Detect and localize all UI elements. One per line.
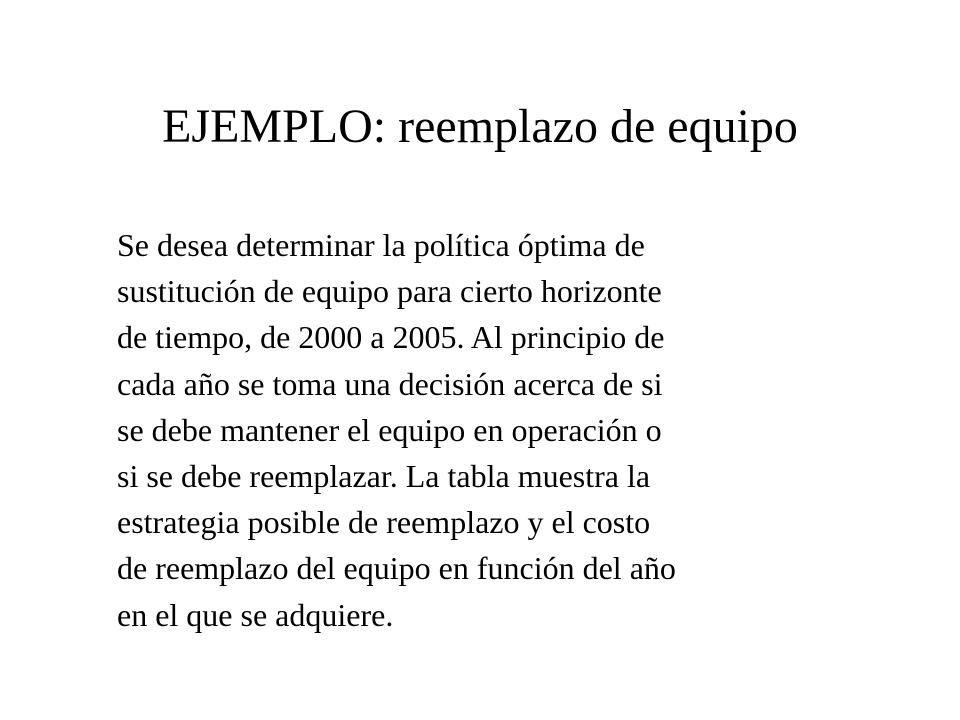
body-line: de tiempo, de 2000 a 2005. Al principio de [117,319,665,356]
body-line: se debe mantener el equipo en operación o [117,411,662,448]
body-line: Se desea determinar la política óptima de [117,227,645,263]
body-line: estrategia posible de reemplazo y el costo [117,504,651,541]
slide-title: EJEMPLO: reemplazo de equipo [162,100,798,153]
slide-body-paragraph [117,222,877,638]
body-line: en el que se adquiere. [117,596,394,633]
body-line: de reemplazo del equipo en función del año [117,550,676,587]
body-line: si se debe reemplazar. La tabla muestra la [117,458,651,495]
body-line: cada año se toma una decisión acerca de si [117,365,663,402]
body-line: sustitución de equipo para cierto horizonte [117,273,662,310]
